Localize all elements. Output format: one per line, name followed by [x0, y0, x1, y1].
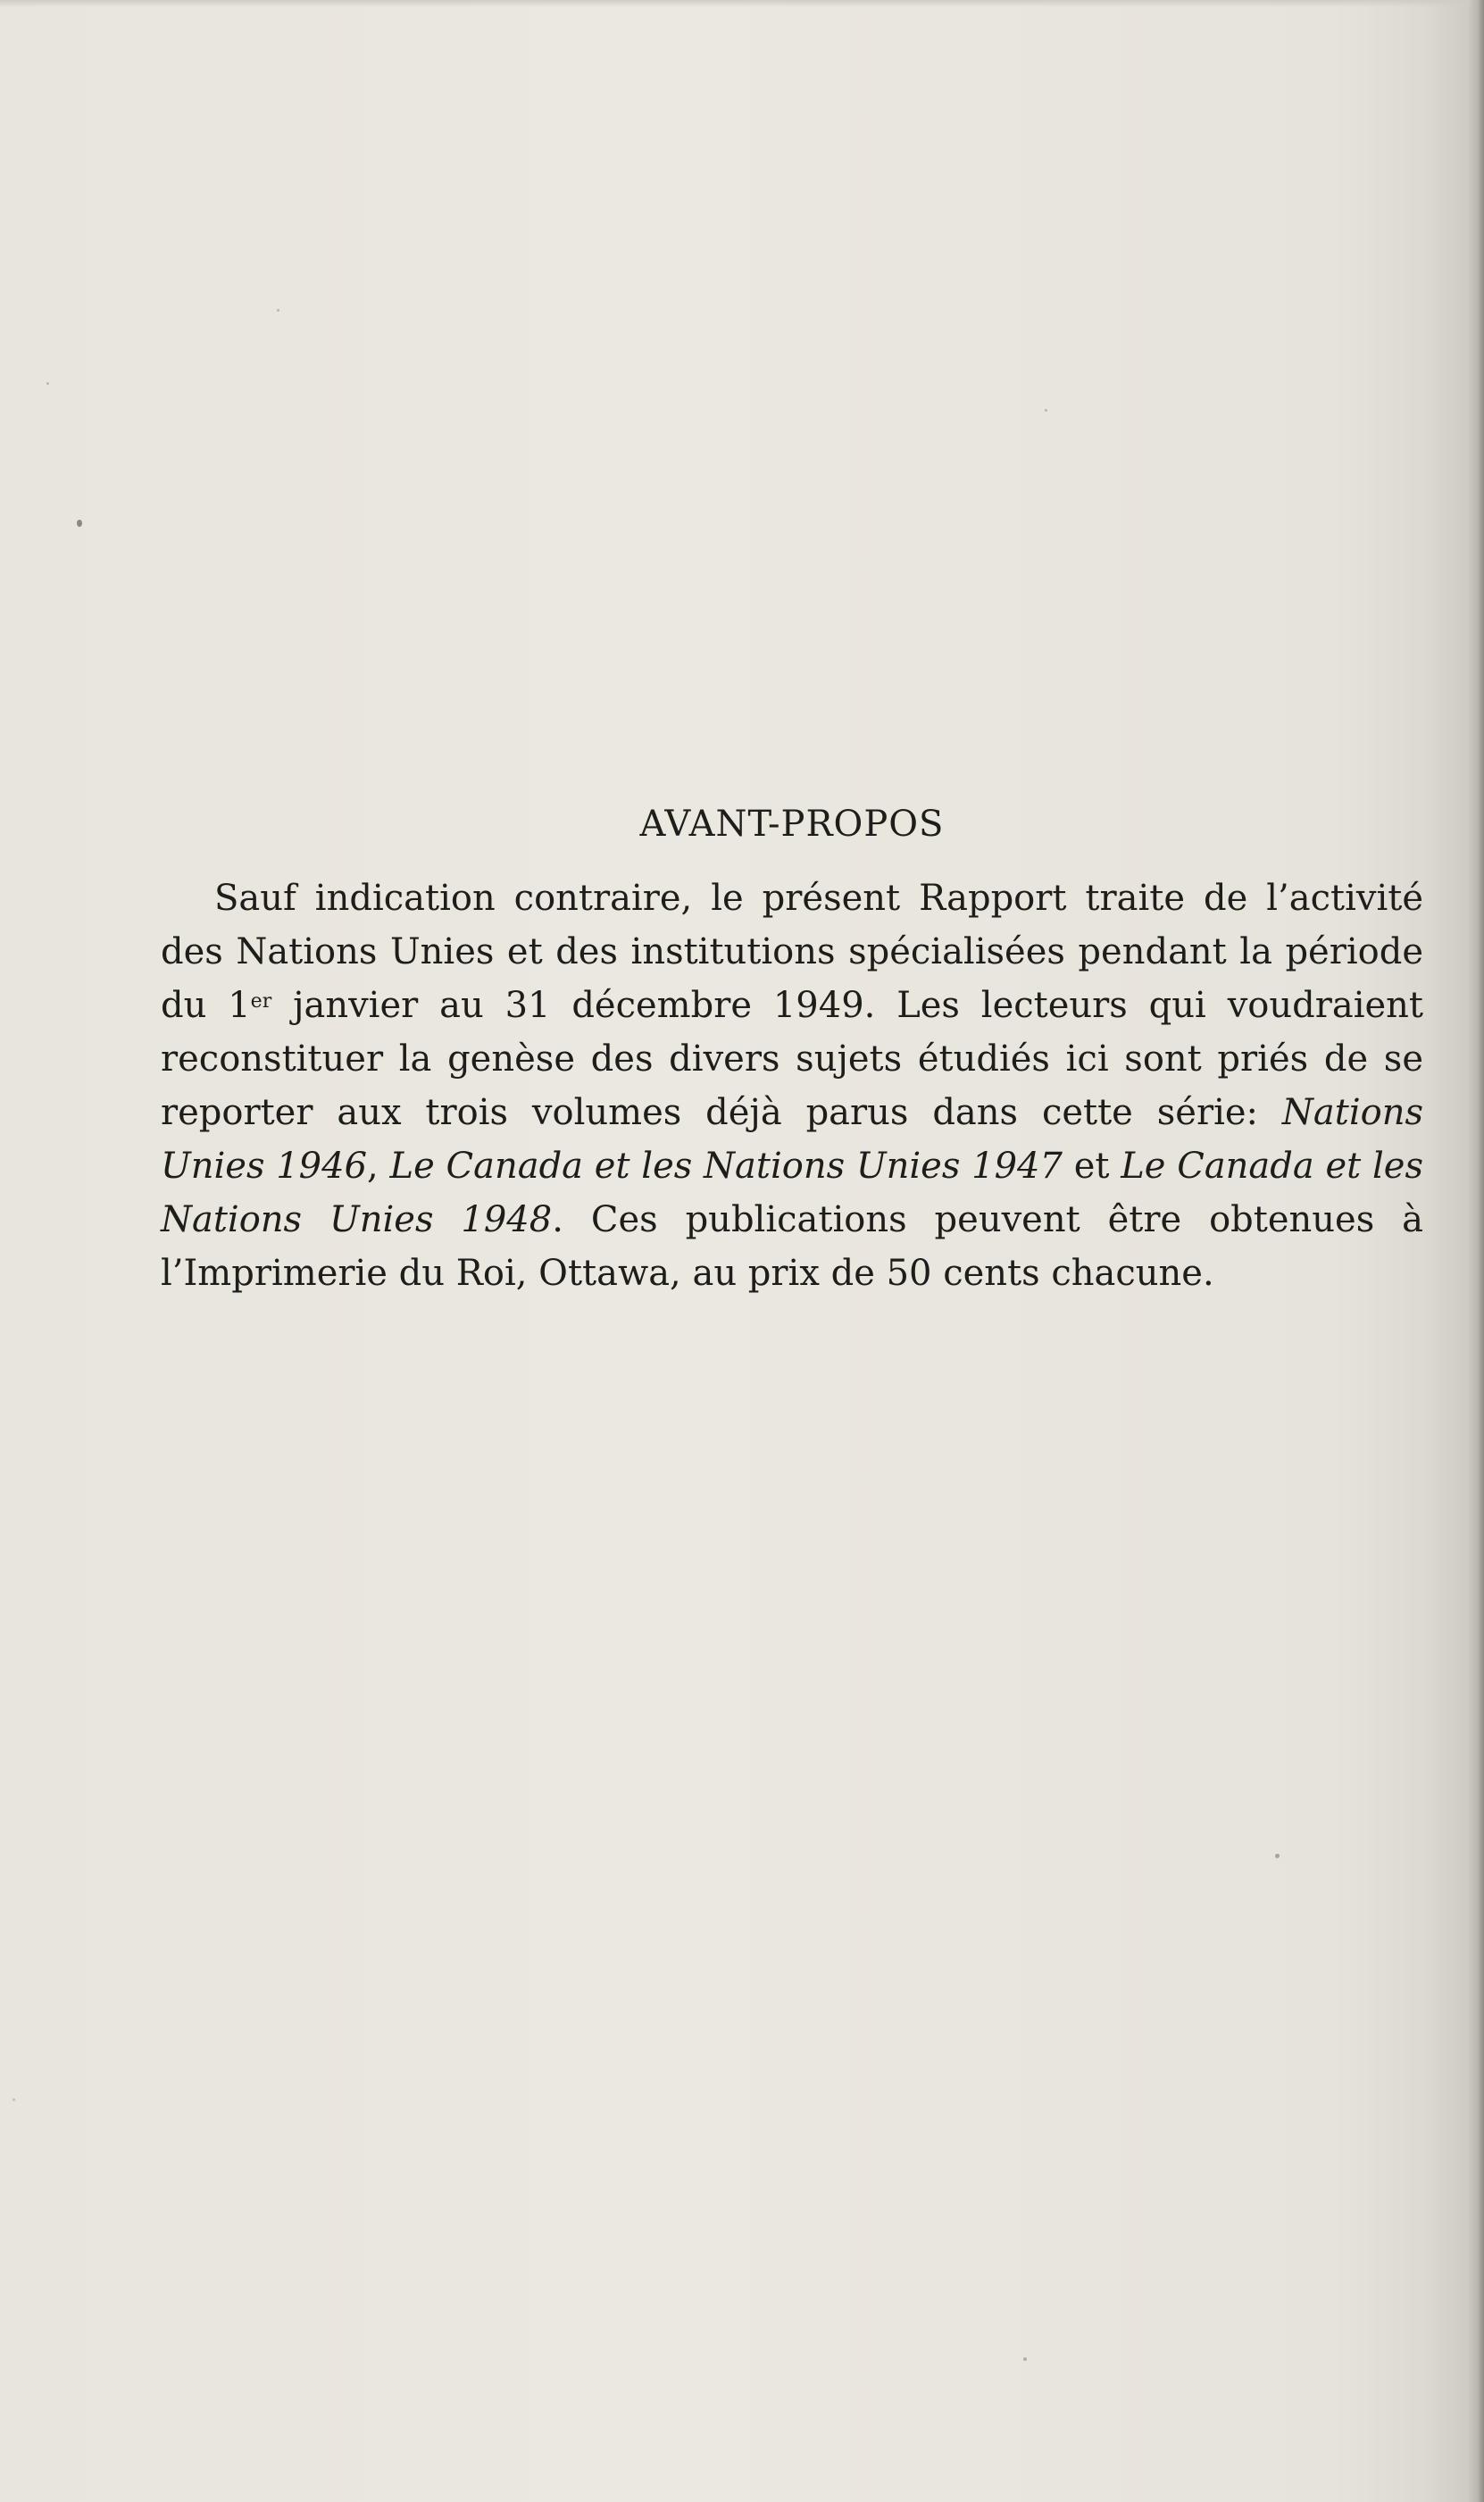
page-title: AVANT-PROPOS: [639, 804, 945, 845]
paragraph-text: janvier au 31 décembre 1949. Les lecteurs qui voudraient reconstituer la genèse des divers sujets étudiés ici sont priés de se reporter aux trois volumes déjà parus dans cette série:: [161, 985, 1424, 1133]
paragraph-text: . Ces publications peuvent être obtenues à l’Imprimerie du Roi, Ottawa, au prix de 50 cents chacune.: [161, 1199, 1423, 1294]
paper-speck: [1023, 2357, 1027, 2361]
paper-speck: [1045, 409, 1047, 412]
paper-speck: [1275, 1854, 1280, 1858]
publication-title: Le Canada et les Nations Unies 1947: [389, 1146, 1063, 1187]
foreword-section: [161, 804, 1423, 1300]
paper-speck: [13, 2098, 15, 2101]
paper-speck: [277, 309, 279, 312]
page-right-edge: [1468, 0, 1484, 2502]
paper-speck: [46, 382, 49, 385]
paragraph-text: ,: [367, 1146, 390, 1187]
paragraph-text: Sauf indication contraire, le présent Rapport traite de l’activité des Nations Unies et des institutions spécialisées pendant la période du 1: [161, 878, 1423, 1026]
paper-speck: [77, 520, 82, 527]
publication-title: Le Canada et les Nations Unies 1948: [161, 1146, 1423, 1240]
paragraph-text: et: [1062, 1146, 1121, 1187]
page-top-edge: [0, 0, 1484, 7]
ordinal-suffix: er: [250, 990, 272, 1013]
publication-title: Nations Unies 1946: [161, 1092, 1423, 1187]
foreword-paragraph: [161, 872, 1423, 1300]
